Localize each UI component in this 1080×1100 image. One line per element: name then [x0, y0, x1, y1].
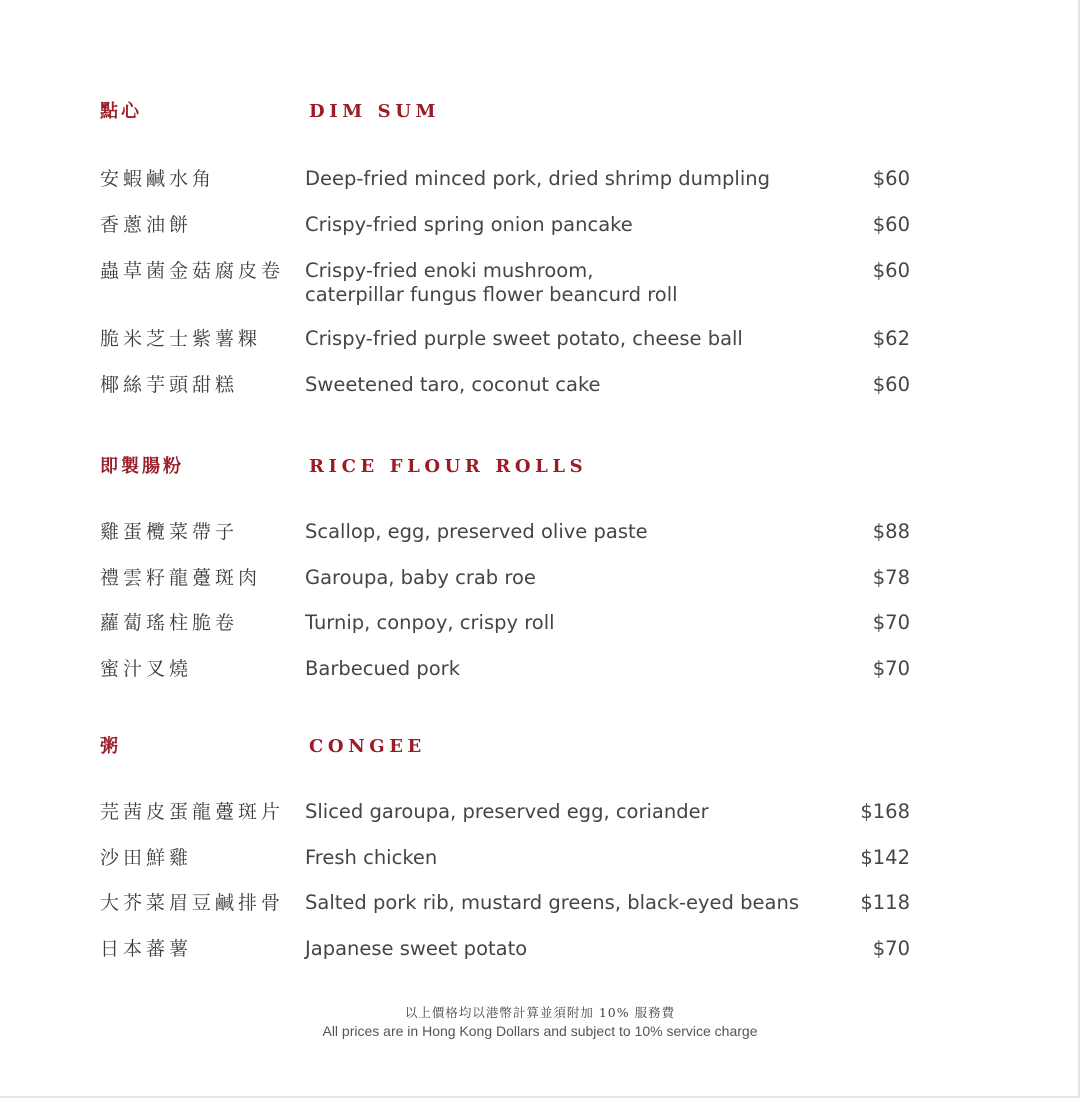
item-desc-line: Fresh chicken: [305, 846, 438, 869]
item-name-zh: 日本蕃薯: [100, 938, 193, 960]
item-price: $70: [872, 611, 910, 634]
item-name-en: [305, 891, 799, 915]
item-name-zh: 芫茜皮蛋龍躉斑片: [100, 801, 285, 823]
section-header-congee: [0, 734, 1080, 764]
item-price: $60: [872, 259, 910, 282]
item-name-zh: 安蝦鹹水角: [100, 168, 216, 190]
section-title-en: CONGEE: [309, 736, 426, 757]
item-name-en: [305, 213, 633, 237]
item-name-zh: 蘿蔔瑤柱脆卷: [100, 612, 239, 634]
section-header-dim-sum: [0, 99, 1080, 129]
item-name-en: [305, 566, 536, 590]
item-name-en: [305, 611, 555, 635]
item-name-en: [305, 520, 648, 544]
item-name-zh: 大芥菜眉豆鹹排骨: [100, 892, 285, 914]
item-name-en: [305, 167, 770, 191]
item-name-zh: 雞蛋欖菜帶子: [100, 521, 239, 543]
item-desc-line: Turnip, conpoy, crispy roll: [305, 611, 555, 634]
item-name-en: [305, 800, 709, 824]
item-desc-line: Crispy-fried enoki mushroom,: [305, 259, 594, 282]
item-name-zh: 蟲草菌金菇腐皮卷: [100, 260, 285, 282]
item-name-en: [305, 657, 460, 681]
item-price: $70: [872, 937, 910, 960]
section-title-en: DIM SUM: [309, 101, 441, 122]
item-name-en: [305, 327, 743, 351]
item-price: $60: [872, 213, 910, 236]
footer-note-zh: 以上價格均以港幣計算並須附加 10% 服務費: [404, 1005, 676, 1020]
item-price: $168: [860, 800, 910, 823]
item-desc-line: Scallop, egg, preserved olive paste: [305, 520, 648, 543]
item-name-en: [305, 846, 437, 870]
section-header-rice-flour-rolls: [0, 454, 1080, 484]
item-desc-line: Crispy-fried purple sweet potato, cheese ball: [305, 327, 743, 350]
item-desc-line: Sliced garoupa, preserved egg, coriander: [305, 800, 709, 823]
item-price: $70: [872, 657, 910, 680]
item-name-zh: 椰絲芋頭甜糕: [100, 374, 239, 396]
section-title-en: RICE FLOUR ROLLS: [309, 456, 588, 477]
item-price: $142: [860, 846, 910, 869]
item-name-zh: 脆米芝士紫薯粿: [100, 328, 262, 350]
footer-note-en: All prices are in Hong Kong Dollars and subject to 10% service charge: [322, 1023, 758, 1039]
section-title-zh: 粥: [100, 736, 121, 757]
item-desc-line: Salted pork rib, mustard greens, black-eyed beans: [305, 891, 799, 914]
item-desc-line: Japanese sweet potato: [305, 937, 528, 960]
item-desc-line: Crispy-fried spring onion pancake: [305, 213, 633, 236]
item-price: $88: [872, 520, 910, 543]
item-price: $78: [872, 566, 910, 589]
item-name-en: [305, 373, 601, 397]
section-title-zh: 即製腸粉: [100, 456, 184, 477]
item-desc-line: caterpillar fungus flower beancurd roll: [305, 283, 678, 306]
item-name-zh: 蜜汁叉燒: [100, 658, 193, 680]
item-name-zh: 香蔥油餅: [100, 214, 193, 236]
item-price: $62: [872, 327, 910, 350]
item-name-en: [305, 259, 678, 307]
item-desc-line: Deep-fried minced pork, dried shrimp dumpling: [305, 167, 770, 190]
item-desc-line: Garoupa, baby crab roe: [305, 566, 536, 589]
item-price: $60: [872, 373, 910, 396]
item-name-zh: 沙田鮮雞: [100, 847, 193, 869]
item-name-zh: 禮雲籽龍躉斑肉: [100, 567, 262, 589]
item-desc-line: Barbecued pork: [305, 657, 460, 680]
item-desc-line: Sweetened taro, coconut cake: [305, 373, 601, 396]
item-name-en: [305, 937, 527, 961]
item-price: $60: [872, 167, 910, 190]
section-title-zh: 點心: [100, 101, 142, 122]
item-price: $118: [860, 891, 910, 914]
